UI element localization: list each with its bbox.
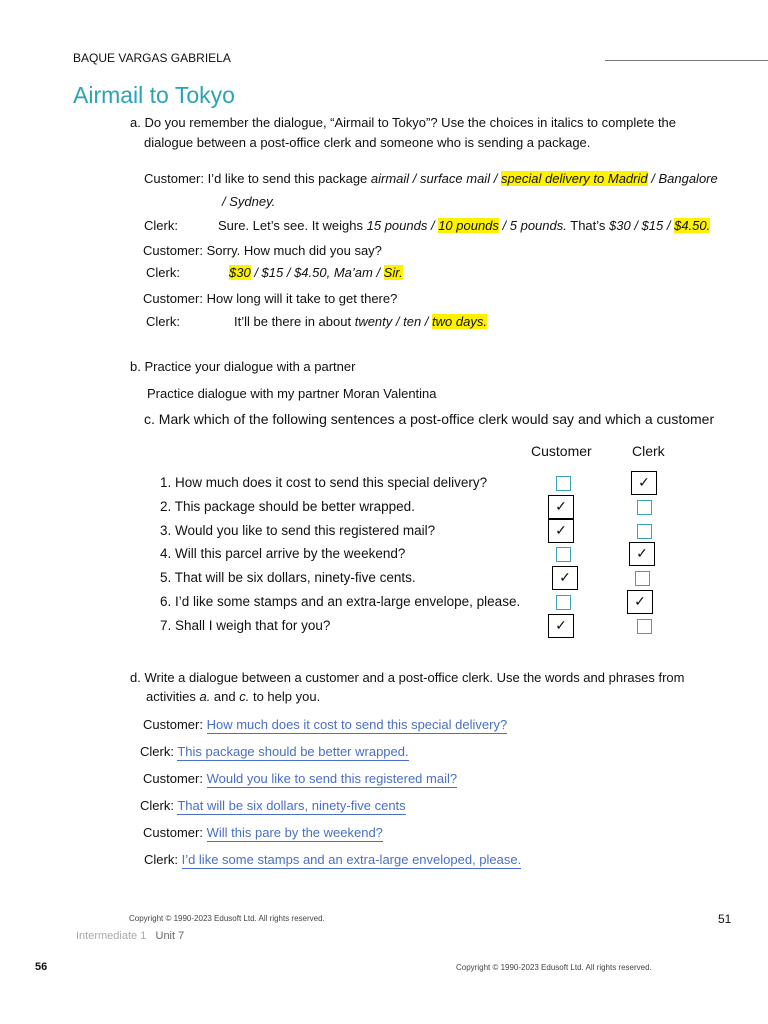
speaker-label: Customer: [143, 771, 203, 786]
dialogue-line-6-speaker: Clerk: [146, 314, 180, 329]
section-c-instruction: c. Mark which of the following sentences a post-office clerk would say and which a customer [144, 411, 715, 427]
checklist-item-text: 5. That will be six dollars, ninety-five cents. [160, 570, 416, 585]
speaker-label: Clerk: [144, 852, 178, 867]
customer-checkbox-checked[interactable]: ✓ [548, 495, 574, 519]
course-label: Intermediate 1 Unit 7 [76, 930, 185, 942]
highlight-answer: $30 [229, 265, 251, 280]
customer-checkbox-checked[interactable]: ✓ [548, 519, 574, 543]
clerk-checkbox-checked[interactable]: ✓ [627, 590, 653, 614]
dialogue-row [143, 771, 457, 786]
customer-checkbox[interactable] [556, 595, 571, 610]
name-rule [605, 60, 768, 61]
checklist-item-text: 7. Shall I weigh that for you? [160, 618, 331, 633]
clerk-checkbox-checked[interactable]: ✓ [629, 542, 655, 566]
section-d-instruction-line2: activities a. and c. to help you. [146, 689, 321, 704]
written-answer: I’d like some stamps and an extra-large enveloped, please. [181, 852, 522, 867]
checklist-item-text: 6. I’d like some stamps and an extra-large envelope, please. [160, 594, 521, 609]
column-header-clerk: Clerk [632, 443, 665, 459]
customer-checkbox[interactable] [556, 547, 571, 562]
highlight-answer: 10 pounds [438, 218, 499, 233]
customer-checkbox-checked[interactable]: ✓ [548, 614, 574, 638]
page-number-outer: 56 [35, 961, 48, 973]
copyright-inner: Copyright © 1990-2023 Edusoft Ltd. All rights reserved. [129, 914, 325, 923]
dialogue-row [143, 825, 383, 840]
highlight-answer: special delivery to Madrid [500, 171, 648, 186]
highlight-answer: Sir. [383, 265, 403, 280]
customer-checkbox[interactable] [556, 476, 571, 491]
speaker-label: Clerk: [140, 798, 174, 813]
dialogue-line-4-speaker: Clerk: [146, 265, 180, 280]
page-number-inner: 51 [718, 912, 732, 926]
dialogue-line-1b: / Sydney. [222, 194, 276, 209]
section-b-answer: Practice dialogue with my partner Moran Valentina [147, 386, 437, 401]
dialogue-line-2-speaker: Clerk: [144, 218, 178, 233]
written-answer: Will this pare by the weekend? [206, 825, 383, 840]
checklist-item-text: 2. This package should be better wrapped. [160, 499, 415, 514]
student-name: BAQUE VARGAS GABRIELA [73, 51, 231, 65]
speaker-label: Clerk: [140, 744, 174, 759]
checklist-item-text: 1. How much does it cost to send this special delivery? [160, 475, 488, 490]
dialogue-line-1: Customer: I’d like to send this package airmail / surface mail / special delivery to Madrid / Bangalore [144, 171, 718, 186]
section-a-instruction-line1: a. Do you remember the dialogue, “Airmail to Tokyo”? Use the choices in italics to complete the [130, 115, 677, 130]
clerk-checkbox[interactable] [637, 619, 652, 634]
speaker-label: Customer: [143, 717, 203, 732]
section-d-instruction-line1: d. Write a dialogue between a customer and a post-office clerk. Use the words and phrases from [130, 670, 685, 685]
clerk-checkbox[interactable] [635, 571, 650, 586]
dialogue-row [140, 798, 406, 813]
dialogue-row [143, 717, 507, 732]
column-header-customer: Customer [531, 443, 592, 459]
checklist-item-text: 3. Would you like to send this registered mail? [160, 523, 436, 538]
highlight-answer: $4.50. [674, 218, 711, 233]
dialogue-line-2: Sure. Let’s see. It weighs 15 pounds / 10 pounds / 5 pounds. That’s $30 / $15 / $4.50. [218, 218, 711, 233]
highlight-answer: two days. [432, 314, 487, 329]
copyright-outer: Copyright © 1990-2023 Edusoft Ltd. All rights reserved. [456, 963, 652, 972]
dialogue-line-4: $30 / $15 / $4.50, Ma’am / Sir. [229, 265, 403, 280]
customer-checkbox-checked[interactable]: ✓ [552, 566, 578, 590]
dialogue-row [140, 744, 409, 759]
written-answer: That will be six dollars, ninety-five cents [177, 798, 406, 813]
checklist-item-text: 4. Will this parcel arrive by the weekend? [160, 546, 406, 561]
speaker-label: Customer: [143, 825, 203, 840]
written-answer: How much does it cost to send this special delivery? [206, 717, 508, 732]
clerk-checkbox[interactable] [637, 524, 652, 539]
section-b-instruction: b. Practice your dialogue with a partner [130, 359, 356, 374]
dialogue-line-6: It’ll be there in about twenty / ten / two days. [234, 314, 487, 329]
page-title: Airmail to Tokyo [73, 82, 235, 108]
clerk-checkbox[interactable] [637, 500, 652, 515]
written-answer: Would you like to send this registered mail? [206, 771, 458, 786]
section-a-instruction-line2: dialogue between a post-office clerk and someone who is sending a package. [144, 135, 591, 150]
clerk-checkbox-checked[interactable]: ✓ [631, 471, 657, 495]
dialogue-row [144, 852, 521, 867]
dialogue-line-3: Customer: Sorry. How much did you say? [143, 243, 382, 258]
written-answer: This package should be better wrapped. [177, 744, 409, 759]
dialogue-line-5: Customer: How long will it take to get there? [143, 291, 398, 306]
